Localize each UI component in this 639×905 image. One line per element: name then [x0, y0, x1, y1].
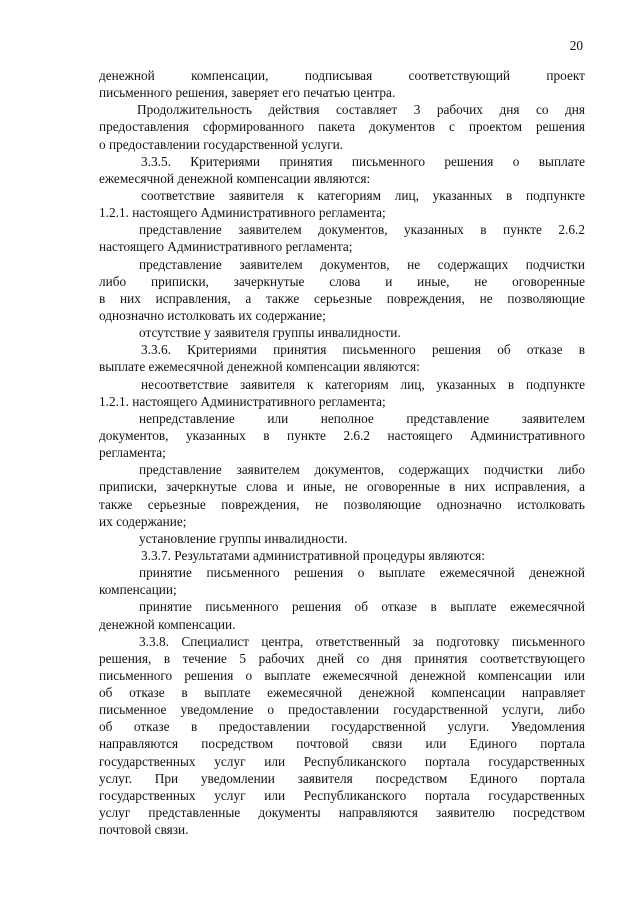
text-line: государственных услуг или Республиканского портала государственных	[99, 753, 585, 769]
text-line: в них исправления, а также серьезные повреждения, не позволяющие	[99, 290, 585, 306]
text-line: 3.3.5. Критериями принятия письменного решения о выплате	[141, 153, 585, 169]
text-line: установление группы инвалидности.	[139, 530, 348, 546]
text-line: 3.3.7. Результатами административной процедуры являются:	[141, 547, 485, 563]
text-line: об отказе в предоставлении государственной услуги. Уведомления	[99, 719, 585, 735]
text-line: представление заявителем документов, указанных в пункте 2.6.2	[139, 222, 585, 238]
text-line: либо приписки, зачеркнутые слова и иные, не оговоренные	[99, 273, 585, 289]
text-line: 3.3.8. Специалист центра, ответственный за подготовку письменного	[139, 633, 585, 649]
text-line: приписки, зачеркнутые слова и иные, не оговоренные в них исправления, а	[99, 479, 585, 495]
text-line: однозначно истолковать их содержание;	[99, 307, 326, 323]
text-line: документов, указанных в пункте 2.6.2 настоящего Административного	[99, 427, 585, 443]
text-line: Продолжительность действия составляет 3 рабочих дня со дня	[137, 102, 585, 118]
text-line: направляются посредством почтовой связи или Единого портала	[99, 736, 585, 752]
text-line: принятие письменного решения о выплате ежемесячной денежной	[139, 565, 585, 581]
text-line: предоставления сформированного пакета документов с проектом решения	[99, 119, 585, 135]
document-body	[99, 67, 585, 838]
text-line: решения, в течение 5 рабочих дней со дня принятия соответствующего	[99, 650, 585, 666]
text-line: письменного решения о выплате ежемесячной денежной компенсации или	[99, 667, 585, 683]
text-line: также серьезные повреждения, не позволяющие однозначно истолковать	[99, 496, 585, 512]
text-line: почтовой связи.	[99, 822, 189, 838]
text-line: регламента;	[99, 445, 166, 461]
text-line: их содержание;	[99, 513, 187, 529]
text-line: письменное уведомление о предоставлении государственной услуги, либо	[99, 702, 585, 718]
text-line: принятие письменного решения об отказе в выплате ежемесячной	[139, 599, 585, 615]
text-line: денежной компенсации, подписывая соответствующий проект	[99, 68, 585, 83]
text-line: 1.2.1. настоящего Административного регламента;	[99, 205, 386, 221]
text-line: отсутствие у заявителя группы инвалидности.	[139, 325, 401, 341]
text-line: государственных услуг или Республиканского портала государственных	[99, 787, 585, 803]
text-line: представление заявителем документов, не содержащих подчистки	[139, 256, 585, 272]
text-line: денежной компенсации.	[99, 616, 236, 632]
text-line: письменного решения, заверяет его печатью центра.	[99, 85, 396, 101]
text-line: 3.3.6. Критериями принятия письменного решения об отказе в	[141, 342, 585, 358]
text-line: соответствие заявителя к категориям лиц, указанных в подпункте	[141, 187, 585, 203]
text-line: ежемесячной денежной компенсации являются:	[99, 170, 371, 186]
page-number: 20	[569, 38, 583, 53]
text-line: о предоставлении государственной услуги.	[99, 136, 344, 152]
text-line: настоящего Административного регламента;	[99, 239, 353, 255]
text-line: 1.2.1. настоящего Административного регламента;	[99, 393, 386, 409]
text-line: услуг представленные документы направляются заявителю посредством	[99, 805, 585, 821]
text-line: компенсации;	[99, 582, 177, 598]
text-line: выплате ежемесячной денежной компенсации являются:	[99, 359, 420, 375]
text-line: услуг. При уведомлении заявителя посредством Единого портала	[99, 770, 585, 786]
text-line: несоответствие заявителя к категориям лиц, указанных в подпункте	[141, 376, 585, 392]
text-line: непредставление или неполное представление заявителем	[139, 410, 585, 426]
text-line: об отказе в выплате ежемесячной денежной компенсации направляет	[99, 685, 585, 701]
text-line: представление заявителем документов, содержащих подчистки либо	[139, 462, 585, 478]
